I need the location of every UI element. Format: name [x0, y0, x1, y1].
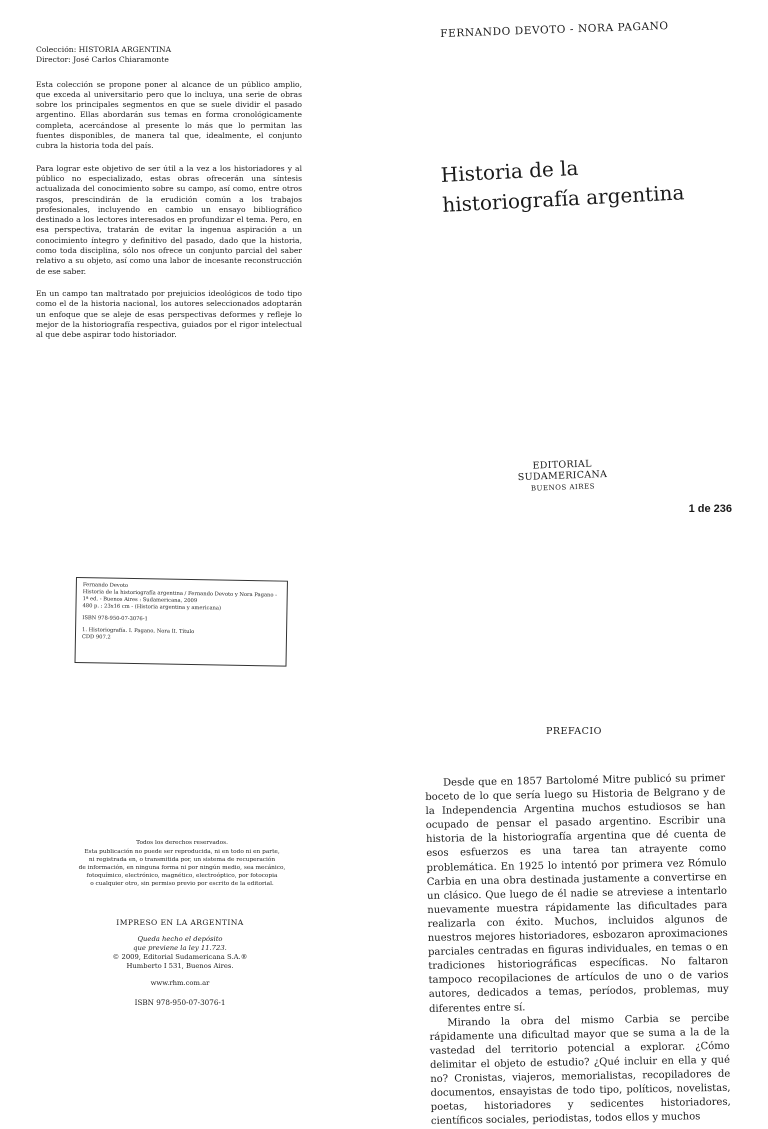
book-title-line: historiografía argentina [441, 180, 685, 217]
collection-paragraph: En un campo tan maltratado por prejuicios ideológicos de todo tipo como el de la historia nacional, los autores seleccionados adoptarán un enfoque que se aleje de esas perspectivas deformes y refleje lo mejor de la historiografía respectiva, guiados por el rigor intelectual al que debe aspirar todo historiador. [36, 288, 302, 340]
publisher-address: Humberto I 531, Buenos Aires. [126, 962, 234, 970]
publisher [492, 457, 633, 494]
printed-in: IMPRESO EN LA ARGENTINA [116, 918, 244, 927]
rights-line: Esta publicación no puede ser reproducida, ni en todo ni en parte, [84, 849, 280, 855]
catalog-line: CDD 907.2 [81, 634, 111, 641]
catalog-line: 1ª ed. - Buenos Aires : Sudamericana, 2009 [82, 596, 198, 605]
book-authors: FERNANDO DEVOTO - NORA PAGANO [440, 20, 669, 40]
rights-line: de información, en ninguna forma ni por ningún medio, sea mecánico, [78, 865, 286, 871]
page-spread-bottom [0, 512, 768, 1128]
rights-notice [72, 839, 292, 888]
publisher-city: BUENOS AIRES [530, 482, 596, 493]
rights-line: ni registrada en, o transmitida por, un sistema de recuperación [88, 857, 276, 863]
catalog-line: Historia de la historiografía argentina / Fernando Devoto y Nora Pagano - [82, 589, 277, 599]
isbn: ISBN 978-950-07-3076-1 [134, 998, 226, 1007]
rights-line: o cualquier otro, sin permiso previo por escrito de la editorial. [90, 881, 274, 887]
collection-meta [36, 45, 302, 66]
rights-line: fotoquímico, electrónico, magnético, electroóptico, por fotocopia [86, 873, 278, 879]
catalog-line: ISBN 978-950-07-3076-1 [82, 615, 148, 623]
page-spread-top [0, 0, 768, 515]
catalog-line: Fernando Devoto [82, 582, 129, 589]
catalog-card [74, 577, 287, 667]
catalog-line: 1. Historiografía. I. Pagano, Nora II. Título [82, 627, 195, 636]
prefacio-paragraph: Mirando la obra del mismo Carbia se percibe rápidamente una dificultad mayor que se suma a la de la vastedad del territorio potencial a explorar. ¿Cómo delimitar el objeto de estudio? ¿Qué incluir en ella y qué no? Cronistas, viajeros, memorialistas, recopiladores de documentos, ensayistas de todo tipo, políticos, novelistas, poetas, historiadores y sedicentes historiadores, científicos sociales, periodistas, todos ellos y muchos [429, 1012, 731, 1128]
publisher-website: www.rhm.com.ar [150, 979, 210, 987]
prefacio-heading: PREFACIO [546, 726, 602, 737]
collection-director: Director: José Carlos Chiaramonte [36, 55, 169, 65]
collection-paragraph: Para lograr este objetivo de ser útil a la vez a los historiadores y al público no especializado, estas obras ofrecerán una síntesis actualizada del conocimiento sobre su campo, así como, entre otros rasgos, prescindirán de la erudición común a los trabajos profesionales, incluyendo en cambio un ensayo bibliográfico destinado a los lectores interesados en profundizar el tema. Pero, en esa perspectiva, tratarán de evitar la ingenua aspiración a un conocimiento íntegro y definitivo del pasado, dado que la historia, como toda disciplina, sólo nos ofrece un conjunto parcial del saber relativo a su objeto, así como una labor de incesante reconstrucción de ese saber. [36, 163, 302, 276]
page-indicator: 1 de 236 [688, 503, 732, 515]
collection-info [36, 45, 302, 352]
rights-heading: Todos los derechos reservados. [136, 840, 228, 846]
publisher-name: EDITORIAL SUDAMERICANA [517, 458, 608, 484]
book-title-line: Historia de la [440, 155, 579, 187]
collection-paragraph: Esta colección se propone poner al alcance de un público amplio, que exceda al universitario pero que lo incluya, una serie de obras sobre los principales segmentos en que se suele dividir el pasado argentino. Ellas abordarán sus temas en forma cronológicamente completa, acercándose al presente lo más que lo permitan las fuentes disponibles, de manera tal que, idealmente, el conjunto cubra la historia toda del país. [36, 79, 302, 151]
copyright: © 2009, Editorial Sudamericana S.A.® [112, 953, 248, 961]
prefacio-paragraph: Desde que en 1857 Bartolomé Mitre publicó su primer boceto de lo que sería luego su Historia de Belgrano y de la Independencia Argentina muchos estudiosos se han ocupado de pensar el pasado argentino. Escribir una historia de la historiografía argentina que dé cuenta de esos esfuerzos es una tarea tan atrayente como problemática. En 1925 lo intentó por primera vez Rómulo Carbia en una obra destinada justamente a convertirse en un clásico. Que luego de él nadie se atreviese a intentarlo nuevamente muestra rápidamente las dificultades para realizarla con éxito. Muchos, incluidos algunos de nuestros mejores historiadores, esbozaron aproximaciones parciales centradas en figuras individuales, en temas o en tradiciones historiográficas específicas. No faltaron tampoco recopilaciones de artículos de uno o de varios autores, dedicados a temas, períodos, problemas, muy diferentes entre sí. [425, 772, 729, 1015]
legal-deposit-line: Queda hecho el depósito [137, 935, 223, 943]
book-title [440, 147, 685, 220]
catalog-line: 480 p. ; 23x16 cm - (Historia argentina y americana) [82, 603, 222, 612]
legal-deposit-line: que previene la ley 11.723. [133, 944, 227, 952]
imprint [100, 918, 260, 1007]
collection-title: Colección: HISTORIA ARGENTINA [36, 45, 172, 54]
prefacio-body [425, 772, 731, 1129]
